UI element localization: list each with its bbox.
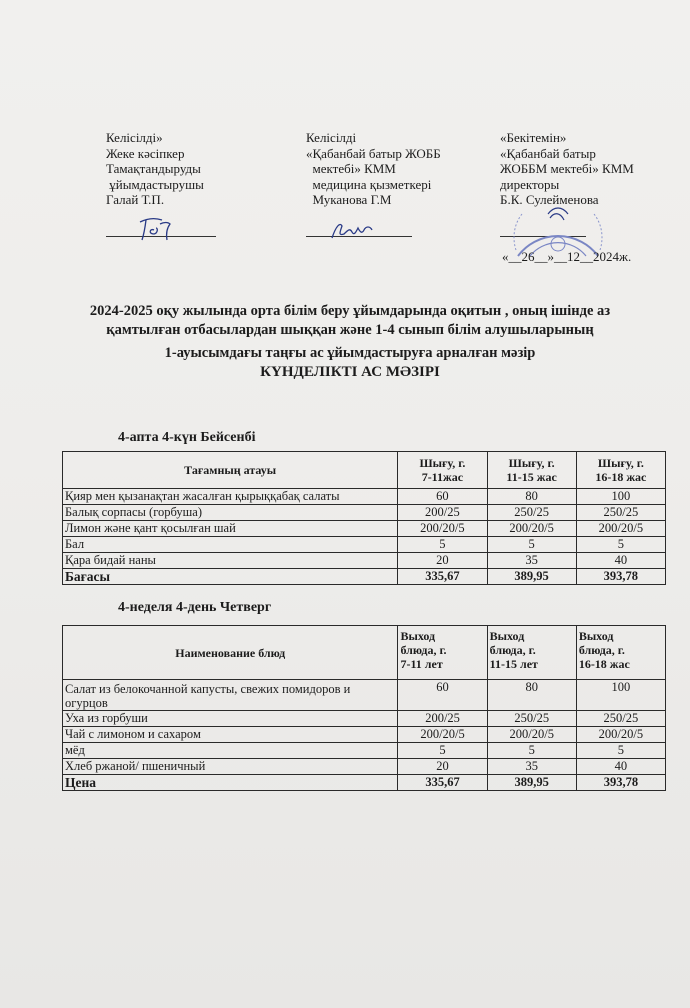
dish-name: Бал bbox=[63, 537, 398, 553]
table-row bbox=[63, 505, 666, 521]
price-value: 393,78 bbox=[576, 775, 665, 791]
yield-value: 200/20/5 bbox=[576, 727, 665, 743]
approval-line: Б.К. Сулейменова bbox=[500, 192, 599, 207]
table-row bbox=[63, 489, 666, 505]
yield-value: 80 bbox=[487, 680, 576, 711]
approval-line: «Қабанбай батыр bbox=[500, 145, 596, 161]
table-row bbox=[63, 521, 666, 537]
yield-value: 5 bbox=[487, 743, 576, 759]
price-value: 389,95 bbox=[487, 775, 576, 791]
approval-block-contractor bbox=[106, 130, 204, 208]
dish-name: Хлеб ржаной/ пшеничный bbox=[63, 759, 398, 775]
document-title-line-2: қамтылған отбасылардан шыққан және 1-4 сынып білім алушыларының bbox=[106, 322, 594, 338]
yield-value: 200/25 bbox=[398, 505, 487, 521]
price-value: 389,95 bbox=[487, 569, 576, 585]
dish-name: Қияр мен қызанақтан жасалған қырыққабақ салаты bbox=[63, 489, 398, 505]
dish-name: Балық сорпасы (горбуша) bbox=[63, 505, 398, 521]
table-header-row bbox=[63, 452, 666, 489]
yield-value: 200/20/5 bbox=[398, 727, 487, 743]
document-title-line-3: 1-ауысымдағы таңғы ас ұйымдастыруға арналған мәзір bbox=[164, 345, 536, 361]
yield-value: 5 bbox=[398, 537, 487, 553]
handwritten-signature bbox=[134, 214, 184, 244]
dish-name: мёд bbox=[63, 743, 398, 759]
table-row bbox=[63, 727, 666, 743]
approval-line: Келісілді bbox=[306, 130, 357, 145]
yield-value: 250/25 bbox=[576, 505, 665, 521]
yield-value: 200/25 bbox=[398, 711, 487, 727]
yield-value: 200/20/5 bbox=[487, 521, 576, 537]
header-yield-7-11: Шығу, г. 7-11жас bbox=[398, 452, 487, 489]
table-total-row bbox=[63, 775, 666, 791]
dish-name: Уха из горбуши bbox=[63, 711, 398, 727]
yield-value: 5 bbox=[398, 743, 487, 759]
menu-day-heading-kz: 4-апта 4-күн Бейсенбі bbox=[118, 430, 256, 445]
yield-value: 60 bbox=[398, 680, 487, 711]
yield-value: 250/25 bbox=[487, 505, 576, 521]
approval-line: директоры bbox=[500, 176, 560, 192]
approval-line: Галай Т.П. bbox=[106, 192, 165, 207]
approval-line: ұйымдастырушы bbox=[106, 176, 204, 192]
table-row bbox=[63, 759, 666, 775]
yield-value: 80 bbox=[487, 489, 576, 505]
table-row bbox=[63, 537, 666, 553]
price-value: 335,67 bbox=[398, 569, 487, 585]
yield-value: 35 bbox=[487, 759, 576, 775]
yield-value: 200/20/5 bbox=[487, 727, 576, 743]
yield-value: 35 bbox=[487, 553, 576, 569]
table-row bbox=[63, 743, 666, 759]
yield-value: 100 bbox=[576, 489, 665, 505]
table-row bbox=[63, 711, 666, 727]
dish-name: Лимон және қант қосылған шай bbox=[63, 521, 398, 537]
yield-value: 200/20/5 bbox=[398, 521, 487, 537]
table-total-row bbox=[63, 569, 666, 585]
yield-value: 5 bbox=[576, 537, 665, 553]
approval-line: Тамақтандыруды bbox=[106, 161, 201, 176]
dish-name: Қара бидай наны bbox=[63, 553, 398, 569]
yield-value: 250/25 bbox=[576, 711, 665, 727]
approval-line: Келісілді» bbox=[106, 130, 163, 145]
approval-line: ЖОББМ мектебі» КММ bbox=[500, 161, 634, 176]
header-dish-name: Наименование блюд bbox=[63, 626, 398, 680]
yield-value: 5 bbox=[576, 743, 665, 759]
header-yield-16-18: Шығу, г. 16-18 жас bbox=[576, 452, 665, 489]
table-header-row bbox=[63, 626, 666, 680]
header-yield-16-18: Выход блюда, г. 16-18 жас bbox=[576, 626, 665, 680]
header-yield-7-11: Выход блюда, г. 7-11 лет bbox=[398, 626, 487, 680]
price-value: 335,67 bbox=[398, 775, 487, 791]
table-row bbox=[63, 680, 666, 711]
yield-value: 200/20/5 bbox=[576, 521, 665, 537]
yield-value: 100 bbox=[576, 680, 665, 711]
yield-value: 40 bbox=[576, 553, 665, 569]
document-title-line-1: 2024-2025 оқу жылында орта білім беру ұйымдарында оқитын , оның ішінде аз bbox=[89, 303, 611, 319]
table-row bbox=[63, 553, 666, 569]
yield-value: 40 bbox=[576, 759, 665, 775]
approval-line: мектебі» КММ bbox=[306, 161, 396, 176]
approval-block-medical bbox=[306, 130, 441, 208]
document-title-line-4: КҮНДЕЛІКТІ АС МӘЗІРІ bbox=[260, 364, 440, 380]
approval-date: «__26__»__12__2024ж. bbox=[502, 249, 632, 264]
price-value: 393,78 bbox=[576, 569, 665, 585]
approval-line: «Қабанбай батыр ЖОББ bbox=[306, 145, 441, 161]
approval-block-director bbox=[500, 130, 634, 208]
approval-line: Муканова Г.М bbox=[306, 192, 392, 207]
approval-line: медицина қызметкері bbox=[306, 176, 432, 192]
total-label: Бағасы bbox=[63, 569, 398, 585]
header-dish-name: Тағамның атауы bbox=[63, 452, 398, 489]
dish-name: Салат из белокочанной капусты, свежих помидоров и огурцов bbox=[63, 680, 398, 711]
yield-value: 60 bbox=[398, 489, 487, 505]
handwritten-signature bbox=[328, 218, 378, 244]
yield-value: 20 bbox=[398, 553, 487, 569]
approval-line: «Бекітемін» bbox=[500, 130, 567, 145]
menu-table-kz bbox=[62, 451, 666, 585]
dish-name: Чай с лимоном и сахаром bbox=[63, 727, 398, 743]
header-yield-11-15: Шығу, г. 11-15 жас bbox=[487, 452, 576, 489]
header-yield-11-15: Выход блюда, г. 11-15 лет bbox=[487, 626, 576, 680]
total-label: Цена bbox=[63, 775, 398, 791]
menu-day-heading-ru: 4-неделя 4-день Четверг bbox=[118, 600, 272, 615]
approval-line: Жеке кәсіпкер bbox=[106, 145, 185, 161]
yield-value: 250/25 bbox=[487, 711, 576, 727]
yield-value: 5 bbox=[487, 537, 576, 553]
menu-table-ru bbox=[62, 625, 666, 791]
yield-value: 20 bbox=[398, 759, 487, 775]
